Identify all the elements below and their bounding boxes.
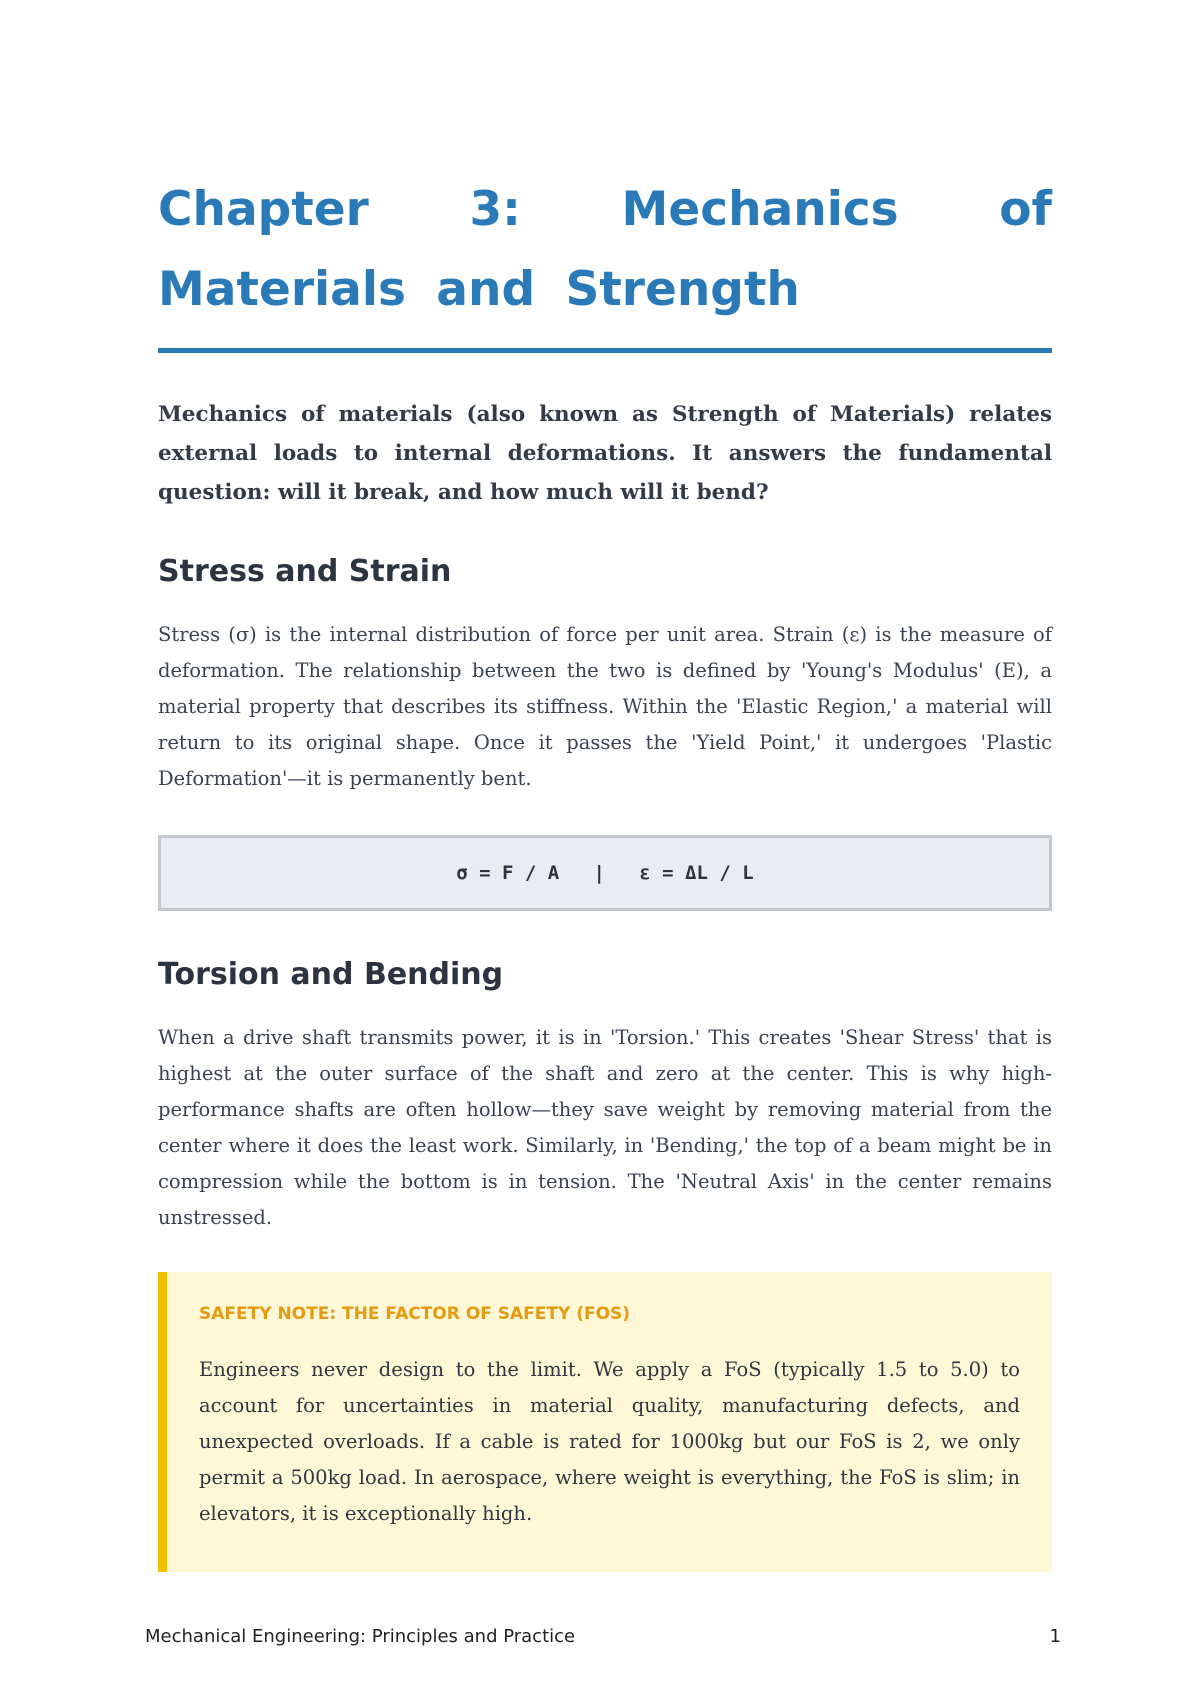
intro-paragraph: Mechanics of materials (also known as Strength of Materials) relates external loads to internal deformations. It answers the fundamental question: will it break, and how much will it bend? bbox=[158, 402, 1052, 505]
formula-box bbox=[158, 835, 1052, 911]
footer-page-number: 1 bbox=[1049, 1626, 1061, 1647]
chapter-title: Chapter 3: Mechanics of Materials and Strength bbox=[158, 182, 1052, 317]
safety-note-body: Engineers never design to the limit. We apply a FoS (typically 1.5 to 5.0) to account for uncertainties in material quality, manufacturing defects, and unexpected overloads. If a cable is rated for 1000kg but our FoS is 2, we only permit a 500kg load. In aerospace, where weight is everything, the FoS is slim; in elevators, it is exceptionally high. bbox=[199, 1358, 1020, 1525]
section-body-torsion-and-bending: When a drive shaft transmits power, it is in 'Torsion.' This creates 'Shear Stress' that is highest at the outer surface of the shaft and zero at the center. This is why high-performance shafts are often hollow—they save weight by removing material from the center where it does the least work. Similarly, in 'Bending,' the top of a beam might be in compression while the bottom is in tension. The 'Neutral Axis' in the center remains unstressed. bbox=[158, 1026, 1052, 1229]
title-divider bbox=[158, 348, 1052, 353]
page-content bbox=[158, 170, 1052, 1572]
section-heading-torsion-and-bending: Torsion and Bending bbox=[158, 957, 504, 992]
safety-note-callout bbox=[158, 1272, 1052, 1572]
page-footer bbox=[145, 1626, 1061, 1647]
safety-note-title: SAFETY NOTE: THE FACTOR OF SAFETY (FOS) bbox=[199, 1304, 631, 1324]
formula-text: σ = F / A | ε = ΔL / L bbox=[456, 862, 754, 884]
footer-book-title: Mechanical Engineering: Principles and Practice bbox=[145, 1626, 576, 1647]
section-body-stress-and-strain: Stress (σ) is the internal distribution of force per unit area. Strain (ε) is the measure of deformation. The relationship between the two is defined by 'Young's Modulus' (E), a material property that describes its stiffness. Within the 'Elastic Region,' a material will return to its original shape. Once it passes the 'Yield Point,' it undergoes 'Plastic Deformation'—it is permanently bent. bbox=[158, 623, 1052, 790]
section-heading-stress-and-strain: Stress and Strain bbox=[158, 554, 452, 589]
